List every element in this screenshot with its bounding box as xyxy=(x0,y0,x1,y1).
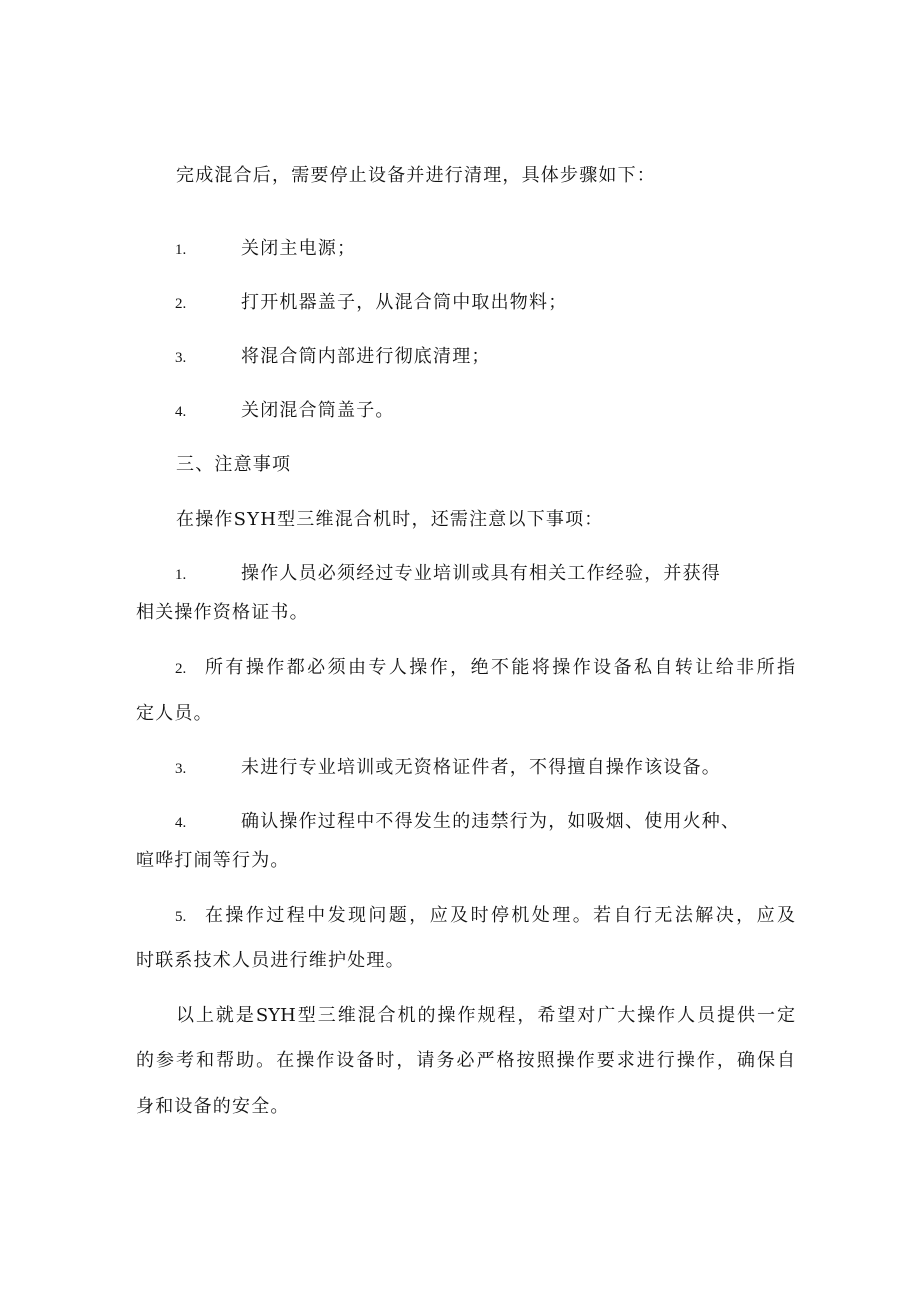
notice-text-line: 未进行专业培训或无资格证件者，不得擅自操作该设备。 xyxy=(241,757,721,778)
cleanup-step-text: 打开机器盖子，从混合筒中取出物料； xyxy=(241,292,568,313)
cleanup-step-number: 2. xyxy=(175,296,187,312)
notice-text-line: 定人员。 xyxy=(136,703,213,724)
cleanup-step-number: 4. xyxy=(175,404,187,420)
notice-number: 3. xyxy=(175,761,187,777)
cleanup-step-text: 将混合筒内部进行彻底清理； xyxy=(241,346,491,367)
notice-number: 5. xyxy=(175,909,187,925)
notice-text-line: 喧哗打闹等行为。 xyxy=(136,850,290,871)
notice-number: 1. xyxy=(175,567,187,583)
notice-text-line: 操作人员必须经过专业培训或具有相关工作经验，并获得 xyxy=(241,563,721,584)
closing-paragraph-line: 身和设备的安全。 xyxy=(136,1096,290,1117)
notice-text-line: 所有操作都必须由专人操作，绝不能将操作设备私自转让给非所指 xyxy=(205,657,795,678)
cleanup-step-text: 关闭混合筒盖子。 xyxy=(241,400,395,421)
notice-intro-paragraph: 在操作SYH型三维混合机时，还需注意以下事项： xyxy=(176,509,604,530)
closing-paragraph-line: 以上就是SYH型三维混合机的操作规程，希望对广大操作人员提供一定 xyxy=(176,1005,795,1026)
notice-text-line: 相关操作资格证书。 xyxy=(136,602,309,623)
notice-number: 2. xyxy=(175,661,187,677)
notice-number: 4. xyxy=(175,815,187,831)
cleanup-step-number: 1. xyxy=(175,242,187,258)
cleanup-step-number: 3. xyxy=(175,350,187,366)
notice-text-line: 在操作过程中发现问题，应及时停机处理。若自行无法解决，应及 xyxy=(205,905,795,926)
closing-paragraph-line: 的参考和帮助。在操作设备时，请务必严格按照操作要求进行操作，确保自 xyxy=(136,1050,795,1071)
section-heading: 三、注意事项 xyxy=(176,454,292,475)
notice-text-line: 时联系技术人员进行维护处理。 xyxy=(136,950,405,971)
intro-paragraph: 完成混合后，需要停止设备并进行清理，具体步骤如下： xyxy=(176,165,656,186)
notice-text-line: 确认操作过程中不得发生的违禁行为，如吸烟、使用火种、 xyxy=(241,811,741,832)
cleanup-step-text: 关闭主电源； xyxy=(241,238,357,259)
